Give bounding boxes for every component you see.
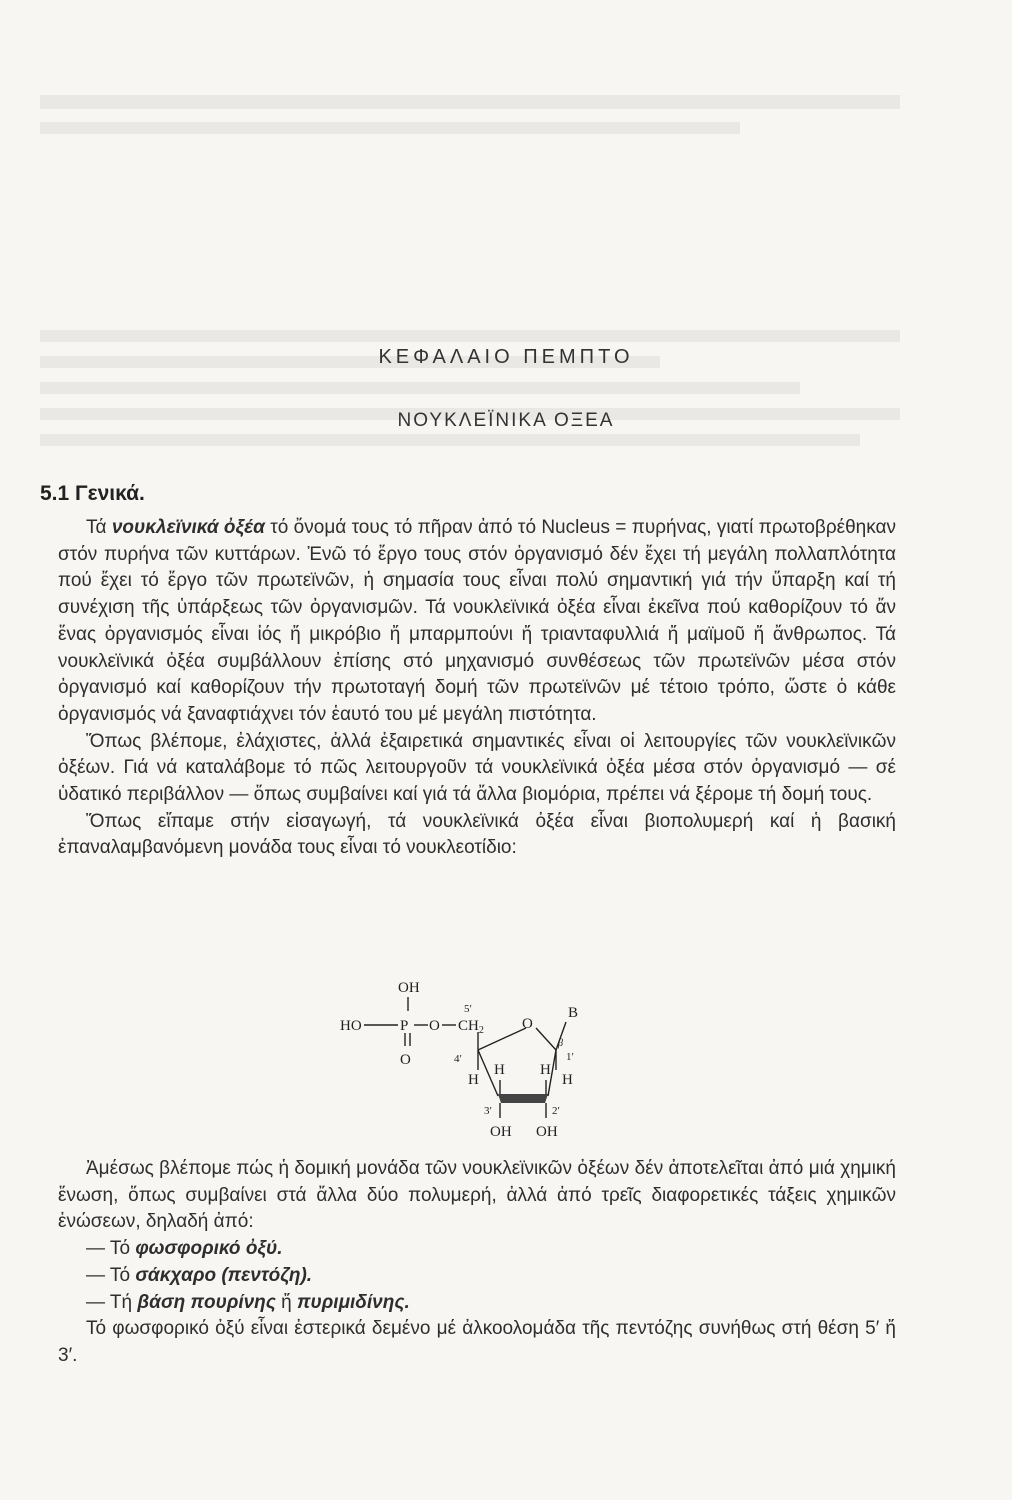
term-nucleic-acids: νουκλεϊνικά ὀξέα (111, 517, 265, 538)
paragraph-rest: τό ὄνομά τους τό πῆραν ἀπό τό Nucleus = πυρήνας, γιατί πρωτοβρέθηκαν στόν πυρήνα τῶν κυττάρων. Ἐνῶ τό ἔργο τους στόν ὀργανισμό δέν ἔχει τή μεγάλη πολλαπλότητα πού ἔχει τό ἔργο τῶν πρωτεϊνῶν, ἡ σημασία τους εἶναι πολύ σημαντική γιά τήν ὕπαρξη καί τή συνέχιση τῆς ὑπάρξεως τῶν ὀργανισμῶν. Τά νουκλεϊνικά ὀξέα εἶναι ἐκεῖνα πού καθορίζουν τό ἄν ἕνας ὀργανισμός εἶναι ἰός ἤ μικρόβιο ἤ μπαρμπούνι ἤ τριανταφυλλιά ἤ μαϊμοῦ ἤ ἄνθρωπος. Τά νουκλεϊνικά ὀξέα συμβάλλουν ἐπίσης στό μηχανισμό συνθέσεως τῶν πρωτεϊνῶν μέσα στόν ὀργανισμό καί καθορίζουν τήν πρωτοταγή δομή τῶν πρωτεϊνῶν μέ τέτοιο τρόπο, ὥστε ὁ κάθε ὀργανισμός νά ξαναφτιάχνει τόν ἑαυτό του μέ μεγάλη πιστότητα. (58, 517, 896, 725)
formula-p: P (400, 1018, 409, 1034)
formula-h2: H (540, 1062, 551, 1078)
formula-prime-1: 1′ (566, 1051, 574, 1063)
formula-ring-o-c1 (536, 1028, 556, 1050)
formula-prime-3: 3′ (484, 1105, 492, 1117)
formula-ring-c4-o (478, 1028, 526, 1050)
body-text-lower (58, 1156, 896, 1370)
paragraph-ester-bond: Τό φωσφορικό ὀξύ εἶναι ἐστερικά δεμένο μέ ἀλκοολομάδα τῆς πεντόζης συνήθως στή θέση 5′ ἤ 3′. (58, 1318, 896, 1366)
formula-h4: H (468, 1072, 479, 1088)
body-text-upper (58, 515, 896, 862)
term-phosphoric-acid: φωσφορικό ὀξύ (135, 1238, 278, 1260)
formula-prime-4: 4′ (454, 1053, 462, 1065)
formula-beta: β (558, 1038, 563, 1049)
formula-base: B (568, 1005, 579, 1021)
formula-oh-3: OH (490, 1124, 512, 1140)
formula-h1: H (562, 1072, 573, 1088)
formula-ho: HO (340, 1018, 362, 1034)
term-pyrimidine: πυριμιδίνης (297, 1291, 405, 1313)
formula-o-double: O (400, 1052, 411, 1068)
formula-oh-top: OH (398, 980, 420, 996)
list-item-sugar: — Τό σάκχαρο (πεντόζη). (86, 1264, 313, 1286)
formula-prime-2: 2′ (552, 1105, 560, 1117)
formula-o-ring: O (522, 1016, 533, 1032)
list-item-phosphoric-acid: — Τό φωσφορικό ὀξύ. (86, 1238, 283, 1260)
paragraph-nucleotide: Ὅπως εἴπαμε στήν εἰσαγωγή, τά νουκλεϊνικά ὀξέα εἶναι βιοπολυμερή καί ἡ βασική ἐπαναλαμβανόμενη μονάδα τους εἶναι τό νουκλεοτίδιο: (58, 810, 896, 859)
formula-o-link: O (429, 1018, 440, 1034)
paragraph-functions: Ὅπως βλέπομε, ἐλάχιστες, ἀλλά ἐξαιρετικά σημαντικές εἶναι οἱ λειτουργίες τῶν νουκλεϊνικῶν ὀξέων. Γιά νά καταλάβομε τό πῶς λειτουργοῦν τά νουκλεϊνικά ὀξέα μέσα στόν ὀργανισμό — σέ ὑδατικό περιβάλλον — ὅπως συμβαίνει καί γιά τά ἄλλα βιομόρια, πρέπει νά ξέρομε τή δομή τους. (58, 730, 896, 806)
paragraph-lead: Τά (86, 517, 112, 538)
paragraph-intro (58, 515, 896, 729)
formula-oh-2: OH (536, 1124, 558, 1140)
term-sugar-pentose: σάκχαρο (πεντόζη) (135, 1264, 307, 1286)
list-item-base: — Τή βάση πουρίνης ἤ πυριμιδίνης. (86, 1291, 410, 1313)
bleed-through-background (0, 0, 1012, 460)
paragraph-components: Ἀμέσως βλέπομε πώς ἡ δομική μονάδα τῶν νουκλεϊνικῶν ὀξέων δέν ἀποτελεῖται ἀπό μιά χημική ἕνωση, ὅπως συμβαίνει στά ἄλλα δύο πολυμερή, ἀλλά ἀπό τρεῖς διαφορετικές τάξεις χημικῶν ἑνώσεων, δηλαδή ἀπό: (58, 1158, 896, 1233)
term-purine-base: βάση πουρίνης (137, 1291, 276, 1313)
formula-ch2: $CH_2$ (458, 1018, 484, 1036)
formula-prime-5: 5′ (464, 1003, 472, 1015)
nucleotide-structure-formula (330, 970, 610, 1150)
formula-h3: H (494, 1062, 505, 1078)
section-heading: 5.1 Γενικά. (40, 482, 145, 505)
chapter-title: ΚΕΦΑΛΑΙΟ ΠΕΜΠΤΟ (378, 346, 634, 368)
chapter-subtitle: ΝΟΥΚΛΕΪΝΙΚΑ ΟΞΕΑ (397, 410, 615, 431)
formula-ring-c3-c2-bold (498, 1094, 548, 1103)
